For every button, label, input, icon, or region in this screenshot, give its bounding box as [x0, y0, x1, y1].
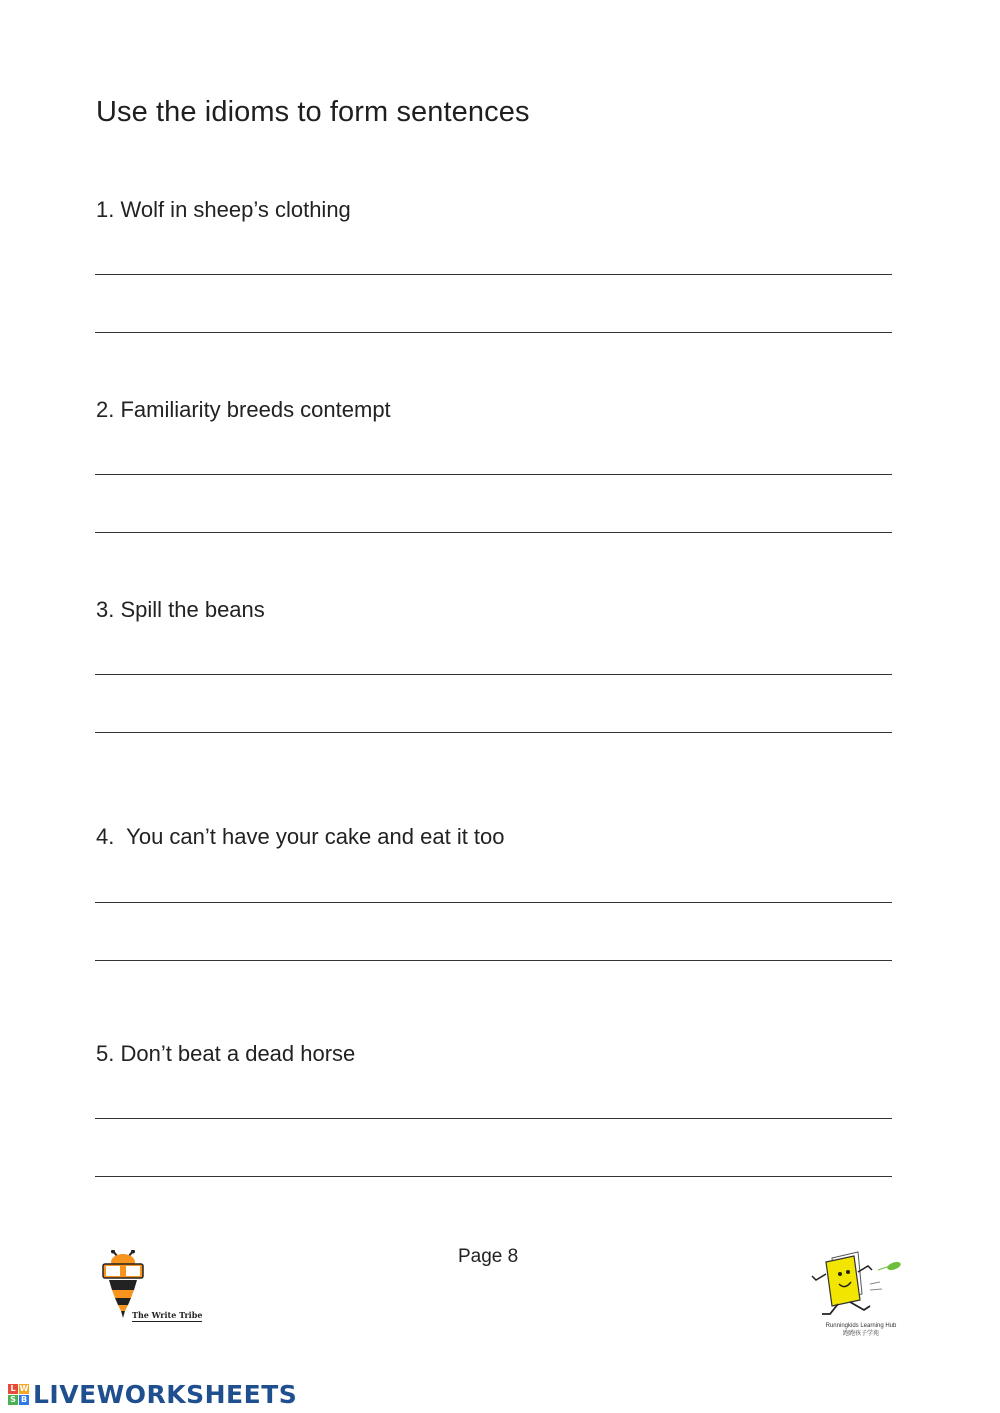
liveworksheets-grid-icon	[8, 1384, 29, 1405]
answer-line-5a[interactable]	[95, 1118, 892, 1119]
learning-hub-logo	[808, 1244, 908, 1344]
answer-line-3b[interactable]	[95, 732, 892, 733]
write-tribe-label: The Write Tribe	[132, 1310, 203, 1320]
answer-line-3a[interactable]	[95, 674, 892, 675]
page-title: Use the idioms to form sentences	[96, 96, 530, 128]
answer-line-4a[interactable]	[95, 902, 892, 903]
write-tribe-logo	[100, 1250, 210, 1330]
answer-line-4b[interactable]	[95, 960, 892, 961]
answer-line-1b[interactable]	[95, 332, 892, 333]
liveworksheets-wordmark: LIVEWORKSHEETS	[33, 1379, 298, 1409]
question-4: 4. You can’t have your cake and eat it too	[96, 824, 505, 849]
grid-letter-s: S	[8, 1395, 18, 1405]
running-book-icon	[808, 1244, 908, 1324]
question-3: 3. Spill the beans	[96, 597, 265, 622]
question-2: 2. Familiarity breeds contempt	[96, 397, 391, 422]
question-1: 1. Wolf in sheep’s clothing	[96, 197, 351, 222]
liveworksheets-logo[interactable]	[8, 1380, 297, 1408]
grid-letter-w: W	[19, 1383, 29, 1393]
learning-hub-subname: 跑跑孩子学苑	[842, 1331, 879, 1337]
page-number: Page 8	[458, 1246, 519, 1267]
answer-line-2a[interactable]	[95, 474, 892, 475]
learning-hub-label	[816, 1322, 906, 1338]
learning-hub-name: Runningkids Learning Hub	[825, 1323, 897, 1329]
answer-line-1a[interactable]	[95, 274, 892, 275]
grid-letter-b: B	[20, 1394, 28, 1404]
question-5: 5. Don’t beat a dead horse	[96, 1041, 356, 1066]
answer-line-5b[interactable]	[95, 1176, 892, 1177]
answer-line-2b[interactable]	[95, 532, 892, 533]
grid-letter-l: L	[8, 1384, 18, 1394]
